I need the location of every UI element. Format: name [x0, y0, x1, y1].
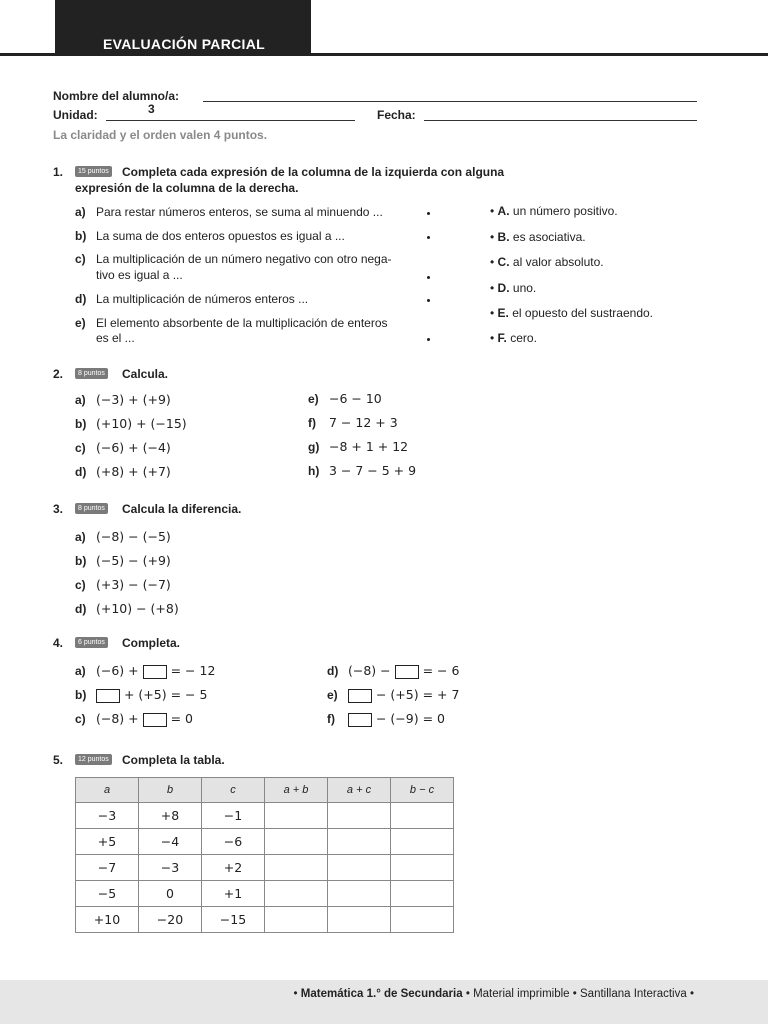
footer-text: [294, 988, 694, 1000]
table-cell: −4: [139, 829, 202, 855]
q1-left-dot[interactable]: [427, 276, 430, 279]
q2-letter: c): [75, 441, 86, 455]
q1-left-dot[interactable]: [427, 212, 430, 215]
q2-letter: b): [75, 417, 87, 431]
table-cell: −20: [139, 907, 202, 933]
table-answer-cell[interactable]: [328, 855, 391, 881]
table-answer-cell[interactable]: [328, 803, 391, 829]
q4-expr-post: − (−9) = 0: [375, 711, 445, 726]
q4-equation-f: [348, 711, 445, 727]
q1-points-badge: 15 puntos: [75, 166, 112, 177]
table-row: [76, 855, 454, 881]
q4-letter: d): [327, 664, 339, 678]
footer-bullet: •: [465, 988, 470, 1000]
q3-expression: (−5) − (+9): [96, 553, 171, 568]
table-answer-cell[interactable]: [265, 829, 328, 855]
q2-title: Calcula.: [122, 367, 169, 381]
q1-right-letter: C.: [497, 255, 510, 269]
footer-bullet: •: [572, 988, 577, 1000]
q1-right-item: [490, 331, 537, 345]
table-answer-cell[interactable]: [391, 907, 454, 933]
q2-letter: g): [308, 440, 320, 454]
q1-left-dot[interactable]: [427, 299, 430, 302]
unit-line[interactable]: [106, 120, 355, 121]
student-name-line[interactable]: [203, 101, 697, 102]
q2-letter: h): [308, 464, 320, 478]
q3-expression: (+3) − (−7): [96, 577, 171, 592]
q1-left-letter: c): [75, 252, 86, 266]
table-cell: −5: [76, 881, 139, 907]
table-row: [76, 881, 454, 907]
q1-right-letter: D.: [497, 281, 510, 295]
q4-equation-e: [348, 687, 459, 703]
q1-right-item: [490, 306, 653, 320]
q1-right-letter: E.: [497, 306, 509, 320]
q2-letter: a): [75, 393, 86, 407]
footer-course: Matemática 1.° de Secundaria: [300, 988, 463, 1000]
q4-answer-box[interactable]: [143, 665, 167, 679]
q1-right-letter: F.: [497, 331, 507, 345]
table-cell: 0: [139, 881, 202, 907]
table-cell: +1: [202, 881, 265, 907]
page-title: EVALUACIÓN PARCIAL: [103, 36, 265, 52]
q1-number: 1.: [53, 165, 64, 179]
q3-number: 3.: [53, 502, 64, 516]
q1-left-text: Para restar números enteros, se suma al minuendo ...: [96, 205, 383, 219]
date-label: Fecha:: [377, 108, 416, 122]
q4-answer-box[interactable]: [348, 689, 372, 703]
table-header-cell: c: [202, 778, 265, 803]
table-cell: +8: [139, 803, 202, 829]
table-answer-cell[interactable]: [391, 803, 454, 829]
q3-letter: c): [75, 578, 86, 592]
table-answer-cell[interactable]: [328, 907, 391, 933]
q1-right-text: cero.: [510, 331, 537, 345]
q4-letter: c): [75, 712, 86, 726]
q4-number: 4.: [53, 636, 64, 650]
table-answer-cell[interactable]: [391, 855, 454, 881]
q2-expression: (−6) + (−4): [96, 440, 171, 455]
q5-table: [75, 777, 454, 933]
q1-right-item: [490, 281, 536, 295]
q4-expr-post: = 0: [170, 711, 194, 726]
table-answer-cell[interactable]: [265, 855, 328, 881]
q3-letter: a): [75, 530, 86, 544]
table-cell: −3: [76, 803, 139, 829]
q4-equation-c: [96, 711, 193, 727]
q1-right-dot[interactable]: •: [490, 281, 495, 295]
q4-equation-a: [96, 663, 215, 679]
table-row: [76, 907, 454, 933]
footer-bullet: •: [293, 988, 298, 1000]
table-cell: +2: [202, 855, 265, 881]
q2-points-badge: 8 puntos: [75, 368, 108, 379]
q1-left-letter: e): [75, 316, 86, 330]
q1-right-item: [490, 230, 586, 244]
q2-expression: 3 − 7 − 5 + 9: [329, 463, 417, 478]
q1-right-item: [490, 255, 604, 269]
q1-instruction-line1: Completa cada expresión de la columna de la izquierda con alguna: [122, 165, 505, 179]
footer-publisher: Santillana Interactiva: [580, 988, 687, 1000]
q1-left-text: El elemento absorbente de la multiplicación de enteros: [96, 316, 388, 330]
table-answer-cell[interactable]: [265, 907, 328, 933]
table-header-cell: a + b: [265, 778, 328, 803]
q3-expression: (+10) − (+8): [96, 601, 179, 616]
q4-answer-box[interactable]: [143, 713, 167, 727]
q4-letter: b): [75, 688, 87, 702]
q1-left-text-cont: tivo es igual a ...: [96, 268, 183, 282]
q1-left-text: La multiplicación de números enteros ...: [96, 292, 309, 306]
table-header-cell: a + c: [328, 778, 391, 803]
date-line[interactable]: [424, 120, 697, 121]
q4-expr-post: = − 12: [170, 663, 216, 678]
q4-title: Completa.: [122, 636, 181, 650]
footer-band: [0, 980, 768, 1024]
q1-left-text: La suma de dos enteros opuestos es igual a ...: [96, 229, 345, 243]
q4-letter: f): [327, 712, 335, 726]
table-answer-cell[interactable]: [328, 881, 391, 907]
q2-expression: −6 − 10: [329, 391, 382, 406]
q3-expression: (−8) − (−5): [96, 529, 171, 544]
q4-equation-d: [348, 663, 459, 679]
q1-right-text: al valor absoluto.: [512, 255, 604, 269]
q1-right-letter: A.: [497, 204, 510, 218]
q1-left-letter: d): [75, 292, 87, 306]
student-name-label: Nombre del alumno/a:: [53, 89, 180, 103]
q1-right-dot[interactable]: •: [490, 306, 495, 320]
q1-left-dot[interactable]: [427, 338, 430, 341]
table-cell: −3: [139, 855, 202, 881]
q2-expression: −8 + 1 + 12: [329, 439, 409, 454]
q5-title: Completa la tabla.: [122, 753, 225, 767]
q1-instruction-line2: expresión de la columna de la derecha.: [75, 181, 299, 195]
q2-expression: (+8) + (+7): [96, 464, 171, 479]
grading-note: La claridad y el orden valen 4 puntos.: [53, 128, 268, 142]
table-cell: −1: [202, 803, 265, 829]
table-header-cell: b − c: [391, 778, 454, 803]
table-answer-cell[interactable]: [391, 829, 454, 855]
table-cell: +5: [76, 829, 139, 855]
table-cell: −7: [76, 855, 139, 881]
table-header-cell: b: [139, 778, 202, 803]
q2-expression: 7 − 12 + 3: [329, 415, 398, 430]
q3-letter: d): [75, 602, 87, 616]
table-answer-cell[interactable]: [265, 881, 328, 907]
table-cell: −6: [202, 829, 265, 855]
q1-left-text: La multiplicación de un número negativo con otro nega-: [96, 252, 392, 266]
q1-right-item: [490, 204, 618, 218]
q1-right-text: uno.: [512, 281, 537, 295]
table-cell: +10: [76, 907, 139, 933]
q1-right-dot[interactable]: •: [490, 331, 495, 345]
q4-expr-post: − (+5) = + 7: [375, 687, 460, 702]
unit-value: 3: [148, 102, 155, 116]
q5-number: 5.: [53, 753, 64, 767]
unit-label: Unidad:: [53, 108, 98, 122]
q1-left-letter: a): [75, 205, 86, 219]
q5-points-badge: 12 puntos: [75, 754, 112, 765]
q4-expr-pre: (−8) −: [348, 663, 391, 678]
q1-left-text-cont: es el ...: [96, 331, 135, 345]
q3-title: Calcula la diferencia.: [122, 502, 242, 516]
q1-right-dot[interactable]: •: [490, 204, 495, 218]
q1-right-text: el opuesto del sustraendo.: [512, 306, 653, 320]
header-rule: [0, 53, 768, 56]
q4-expr-pre: (−6) +: [96, 663, 139, 678]
table-row: [76, 803, 454, 829]
table-answer-cell[interactable]: [265, 803, 328, 829]
table-row: [76, 829, 454, 855]
q1-right-dot[interactable]: •: [490, 230, 495, 244]
q1-right-text: es asociativa.: [512, 230, 586, 244]
q1-right-text: un número positivo.: [512, 204, 618, 218]
table-answer-cell[interactable]: [328, 829, 391, 855]
table-cell: −15: [202, 907, 265, 933]
footer-material: Material imprimible: [473, 988, 570, 1000]
q2-letter: e): [308, 392, 319, 406]
table-answer-cell[interactable]: [391, 881, 454, 907]
q4-expr-post: + (+5) = − 5: [123, 687, 208, 702]
footer-bullet: •: [689, 988, 694, 1000]
q4-answer-box[interactable]: [395, 665, 419, 679]
table-header-cell: a: [76, 778, 139, 803]
q4-equation-b: [96, 687, 207, 703]
q1-right-letter: B.: [497, 230, 510, 244]
q4-points-badge: 6 puntos: [75, 637, 108, 648]
q2-letter: d): [75, 465, 87, 479]
q4-expr-pre: (−8) +: [96, 711, 139, 726]
q2-number: 2.: [53, 367, 64, 381]
table-header-row: [76, 778, 454, 803]
q3-points-badge: 8 puntos: [75, 503, 108, 514]
q1-left-letter: b): [75, 229, 87, 243]
q3-letter: b): [75, 554, 87, 568]
q4-answer-box[interactable]: [348, 713, 372, 727]
q2-expression: (+10) + (−15): [96, 416, 187, 431]
q4-letter: a): [75, 664, 86, 678]
q1-left-dot[interactable]: [427, 236, 430, 239]
q4-expr-post: = − 6: [422, 663, 460, 678]
q2-letter: f): [308, 416, 316, 430]
q4-letter: e): [327, 688, 338, 702]
q2-expression: (−3) + (+9): [96, 392, 171, 407]
q1-right-dot[interactable]: •: [490, 255, 495, 269]
q4-answer-box[interactable]: [96, 689, 120, 703]
